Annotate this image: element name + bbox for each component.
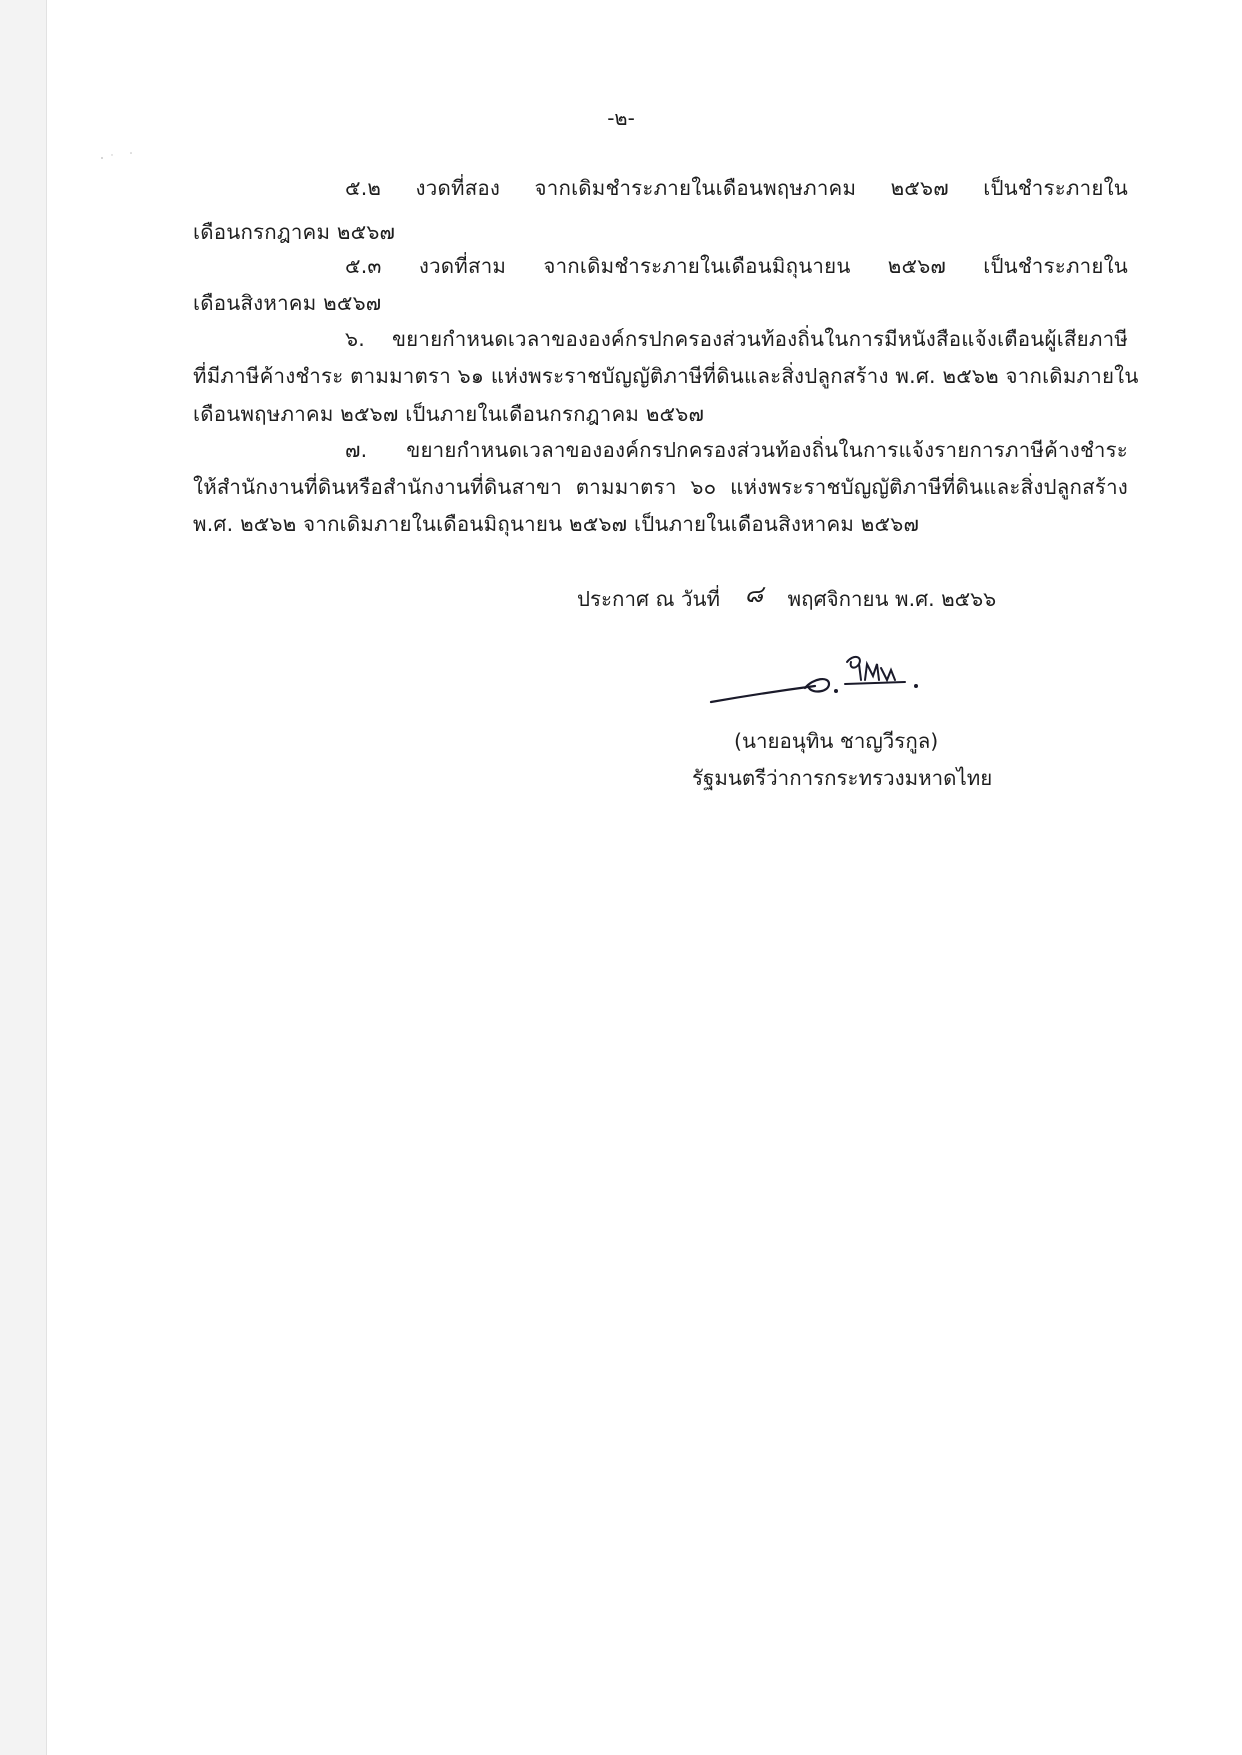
scan-edge	[0, 0, 47, 1755]
announcement-day: ๘	[744, 580, 764, 608]
handwritten-signature	[705, 640, 945, 710]
scan-speck	[98, 150, 138, 162]
clause-7-line-1: ๗. ขยายกำหนดเวลาขององค์กรปกครองส่วนท้องถิ่นในการแจ้งรายการภาษีค้างชำระ	[345, 438, 1128, 462]
clause-7-line-3: พ.ศ. ๒๕๖๒ จากเดิมภายในเดือนมิถุนายน ๒๕๖๗ เป็นภายในเดือนสิงหาคม ๒๕๖๗	[193, 512, 920, 536]
signer-title: รัฐมนตรีว่าการกระทรวงมหาดไทย	[692, 766, 993, 790]
clause-7-line-2: ให้สำนักงานที่ดินหรือสำนักงานที่ดินสาขา ตามมาตรา ๖๐ แห่งพระราชบัญญัติภาษีที่ดินและสิ่งปลูกสร้าง	[193, 475, 1128, 499]
clause-5-3-line-2: เดือนสิงหาคม ๒๕๖๗	[193, 291, 382, 315]
clause-6-line-3: เดือนพฤษภาคม ๒๕๖๗ เป็นภายในเดือนกรกฎาคม ๒๕๖๗	[193, 402, 705, 426]
clause-5-2-line-2: เดือนกรกฎาคม ๒๕๖๗	[193, 220, 396, 244]
clause-5-3-line-1: ๕.๓ งวดที่สาม จากเดิมชำระภายในเดือนมิถุนายน ๒๕๖๗ เป็นชำระภายใน	[345, 254, 1128, 278]
announcement-month-year: พฤศจิกายน พ.ศ. ๒๕๖๖	[787, 587, 997, 611]
page-number: -๒-	[607, 106, 635, 130]
clause-6-line-1: ๖. ขยายกำหนดเวลาขององค์กรปกครองส่วนท้องถิ่นในการมีหนังสือแจ้งเตือนผู้เสียภาษี	[345, 327, 1128, 351]
clause-6-line-2: ที่มีภาษีค้างชำระ ตามมาตรา ๖๑ แห่งพระราชบัญญัติภาษีที่ดินและสิ่งปลูกสร้าง พ.ศ. ๒๕๖๒ จากเดิมภายใน	[193, 364, 1139, 388]
clause-5-2-line-1: ๕.๒ งวดที่สอง จากเดิมชำระภายในเดือนพฤษภาคม ๒๕๖๗ เป็นชำระภายใน	[345, 176, 1128, 200]
signer-name: (นายอนุทิน ชาญวีรกูล)	[734, 729, 939, 753]
announcement-prefix: ประกาศ ณ วันที่	[577, 587, 721, 611]
announcement-date	[577, 578, 996, 617]
